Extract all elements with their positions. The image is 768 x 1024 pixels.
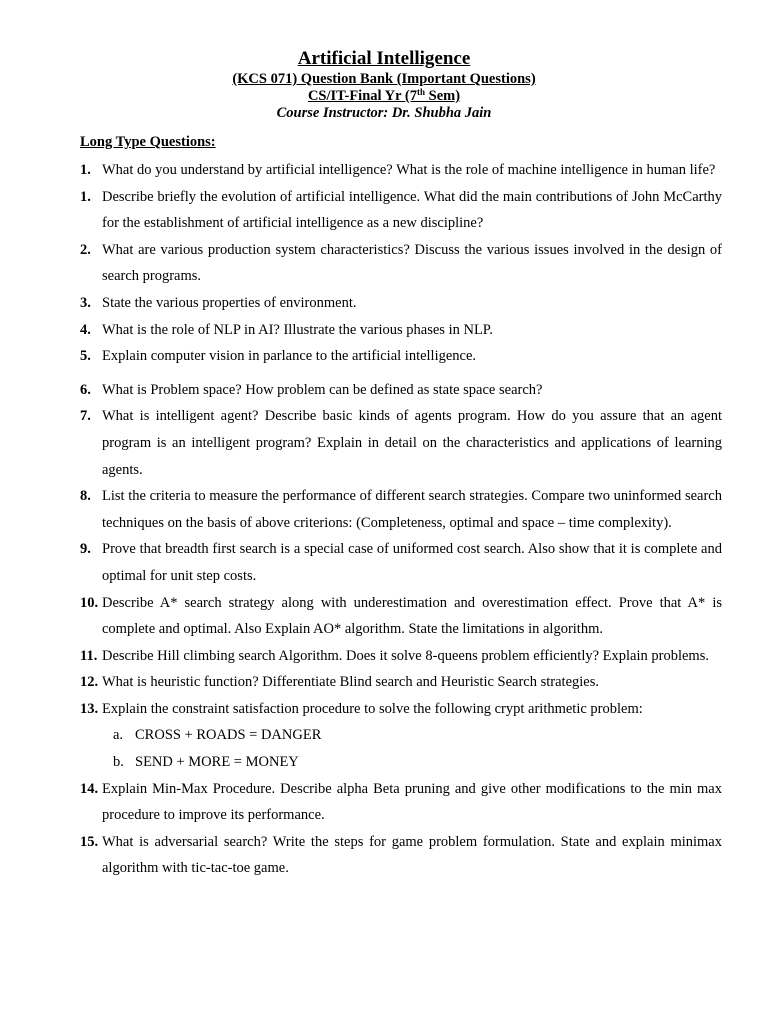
document-header [0,48,768,122]
question-text: What is intelligent agent? Describe basic kinds of agents program. How do you assure that an agent program is an intelligent program? Explain in detail on the characteristics and applications of learning agents. [102,408,722,478]
sub-question-item [80,722,722,749]
question-item [80,403,722,483]
question-number: 12. [80,674,99,691]
question-item [80,343,722,370]
course-instructor: Course Instructor: Dr. Shubha Jain [276,105,492,121]
question-text: Describe briefly the evolution of artificial intelligence. What did the main contributions of John McCarthy for the establishment of artificial intelligence as a new discipline? [102,188,722,232]
question-item [80,696,722,723]
document-subtitle: (KCS 071) Question Bank (Important Questions) [232,71,536,87]
question-list [80,157,722,882]
question-number: 7. [80,408,91,425]
question-text: What is the role of NLP in AI? Illustrate the various phases in NLP. [102,321,493,338]
semester-superscript: th [416,87,425,97]
question-number: 1. [80,162,91,178]
semester-suffix: Sem) [425,88,461,104]
question-item [80,776,722,829]
question-text: List the criteria to measure the performance of different search strategies. Compare two uninformed search techniques on the basis of above criterions: (Completeness, optimal and space – time complexity). [102,488,722,531]
question-text: What are various production system characteristics? Discuss the various issues involved in the design of search programs. [102,241,722,285]
section-title: Long Type Questions: [80,134,216,150]
question-item [80,317,722,344]
document-title: Artificial Intelligence [297,48,471,69]
question-number: 3. [80,294,91,311]
sub-question-text: SEND + MORE = MONEY [135,754,299,771]
semester-line [0,88,768,105]
question-item [80,669,722,696]
question-number: 14. [80,780,99,797]
question-number: 1. [80,188,91,205]
question-item [80,643,722,670]
question-item [80,829,722,882]
semester-prefix: CS/IT-Final Yr (7 [307,88,417,104]
question-item [80,290,722,317]
question-text: What do you understand by artificial intelligence? What is the role of machine intelligence in human life? [102,162,716,178]
question-text: State the various properties of environment. [102,294,357,311]
question-text: What is Problem space? How problem can be defined as state space search? [102,381,543,398]
sub-question-label: b. [113,754,124,771]
question-number: 13. [80,700,99,717]
question-number: 6. [80,381,91,398]
question-number: 8. [80,488,91,505]
question-number: 9. [80,541,91,558]
question-item [80,184,722,237]
question-item [80,483,722,536]
question-number: 15. [80,833,99,850]
question-text: Explain computer vision in parlance to the artificial intelligence. [102,348,477,365]
sub-question-item [80,749,722,776]
question-text: What is heuristic function? Differentiate Blind search and Heuristic Search strategies. [102,674,599,691]
question-text: Describe Hill climbing search Algorithm. Does it solve 8-queens problem efficiently? Explain problems. [102,647,709,664]
question-number: 5. [80,348,91,365]
question-item [80,377,722,404]
question-item [80,157,722,184]
question-item [80,237,722,290]
question-text: Explain the constraint satisfaction procedure to solve the following crypt arithmetic problem: [102,700,643,717]
question-number: 11. [80,647,98,664]
question-text: Prove that breadth first search is a special case of uniformed cost search. Also show that it is complete and optimal for unit step costs. [102,541,722,584]
question-number: 10. [80,594,99,611]
question-item [80,536,722,589]
sub-question-text: CROSS + ROADS = DANGER [135,727,322,744]
question-text: What is adversarial search? Write the steps for game problem formulation. State and explain minimax algorithm with tic-tac-toe game. [102,833,722,877]
question-text: Describe A* search strategy along with underestimation and overestimation effect. Prove that A* is complete and optimal. Also Explain AO* algorithm. State the limitations in algorithm. [102,594,722,638]
question-number: 4. [80,321,91,338]
question-item [80,590,722,643]
question-text: Explain Min-Max Procedure. Describe alpha Beta pruning and give other modifications to the min max procedure to improve its performance. [102,780,722,824]
sub-question-label: a. [113,727,124,744]
question-number: 2. [80,241,91,258]
